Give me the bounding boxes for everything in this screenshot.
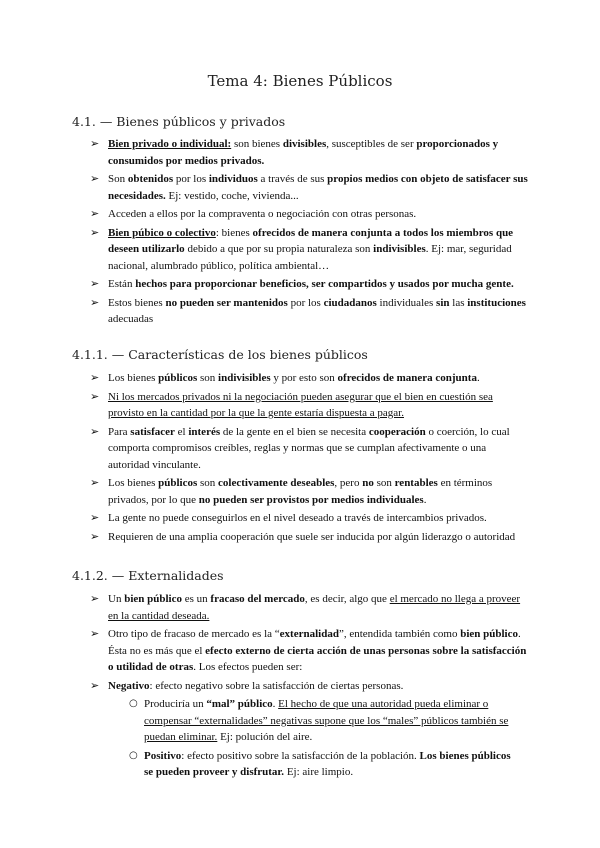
text-run: , es decir, algo que [304,593,390,605]
text-run: son [373,477,395,489]
list-item [0,626,528,676]
arrow-bullet-icon: ➢ [90,295,100,309]
text-run: efecto externo de cierta acción de unas personas sobre la satisfacción o utilidad de otras [108,644,527,673]
text-run: por los [287,296,324,309]
list-item [0,295,528,328]
arrow-bullet-icon: ➢ [90,529,100,543]
text-run: Otro tipo de fracaso de mercado es la “ [108,628,280,640]
text-run: Acceden a ellos por la compraventa o negociación con otras personas. [108,208,417,220]
arrow-bullet-icon: ➢ [90,592,100,605]
text-run: Ej: aire limpio. [284,766,354,778]
text-run: colectivamente deseables [218,477,335,489]
text-run: a través de sus [257,173,328,185]
sub-list-item-text [144,696,512,746]
list-item [0,678,528,695]
text-run: Bien púbico o colectivo [108,226,216,239]
list-item [0,529,528,546]
text-run: Están [108,278,136,290]
arrow-bullet-icon: ➢ [90,424,100,438]
text-run: Positivo [144,749,182,762]
list-item-text [108,475,528,508]
bullet-list-4-1-2 [0,591,528,781]
text-run: Negativo [108,679,150,692]
text-run: no pueden ser mantenidos [165,296,288,309]
list-item-text [108,591,528,624]
text-run: . [476,372,480,384]
list-item-text [108,295,528,328]
text-run: el [174,425,189,438]
text-run: proporcionados y consumidos por medios privados. [108,138,499,167]
arrow-bullet-icon: ➢ [90,277,100,290]
text-run: . [423,493,427,506]
text-run: Ej: vestido, coche, vivienda... [165,189,299,202]
list-item-text [108,225,528,275]
text-run: bien público [460,628,518,640]
list-item [0,171,528,204]
arrow-bullet-icon: ➢ [90,476,100,489]
text-run: y por esto son [270,372,338,384]
list-item [0,389,528,422]
text-run: . [272,698,279,710]
text-run: ciudadanos [323,296,377,309]
text-run: Requieren de una amplia cooperación que suele ser inducida por algún liderazgo o autoridad [108,530,516,543]
text-run: no pueden ser provistos por medios individuales [198,493,424,506]
text-run: . Ej: mar, seguridad nacional, alumbrado público, política ambiental… [108,243,512,272]
text-run: el mercado no llega a proveer en la cantidad deseada. [108,593,521,622]
circle-bullet-icon: ○ [129,749,138,761]
list-item-text [108,171,528,204]
text-run: . Ésta no es más que el [108,628,521,657]
text-run: , pero [334,477,363,489]
text-run: debido a que por su propia naturaleza son [184,243,374,255]
list-item [0,510,528,527]
text-run: : bienes [215,226,253,239]
text-run: Para [108,425,131,438]
arrow-bullet-icon: ➢ [90,678,100,692]
text-run: por los [173,173,209,185]
list-item-text [108,626,528,676]
text-run: hechos para proporcionar beneficios, ser compartidos y usados por mucha gente. [135,278,514,290]
text-run: Los bienes [108,477,159,489]
list-item [0,225,528,275]
sub-list-item [0,748,528,781]
text-run: indivisibles [373,243,426,255]
text-run: son [197,477,219,489]
text-run: obtenidos [127,173,174,185]
text-run: : efecto negativo sobre la satisfacción de ciertas personas. [149,679,404,692]
text-run: públicos [158,477,198,489]
text-run: individuales [376,296,437,309]
arrow-bullet-icon: ➢ [90,511,100,524]
text-run: ”, entendida también como [338,628,461,640]
list-item-text [108,370,528,387]
list-item [0,136,528,169]
list-item-text [108,206,528,223]
text-run: Bien privado o individual: [108,138,232,150]
text-run: ofrecidos de manera conjunta a todos los miembros que deseen utilizarlo [108,226,514,255]
text-run: Ej: polución del aire. [217,731,313,743]
list-item-text [108,276,528,293]
text-run: en términos privados, por lo que [108,477,493,506]
text-run: instituciones [467,296,526,309]
text-run: , susceptibles de ser [326,138,417,150]
arrow-bullet-icon: ➢ [90,137,100,150]
text-run: propios medios con objeto de satisfacer sus necesidades. [108,173,528,202]
text-run: : efecto positivo sobre la satisfacción de la población. [181,749,420,762]
text-run: individuos [208,173,258,185]
text-run: adecuadas [108,313,154,325]
list-item-text [108,510,528,527]
text-run: Son [108,173,128,185]
text-run: Ni los mercados privados ni la negociación pueden asegurar que el bien en cuestión sea provisto en la cantidad por la que la gente estaría dispuesta a pagar. [108,390,493,419]
sub-list-item-text [144,748,512,781]
section-heading-4-1-1: 4.1.1. — Características de los bienes públicos [72,347,368,362]
text-run: fracaso del mercado [210,593,305,605]
text-run: Estos bienes [108,296,166,309]
text-run: bien público [124,593,182,605]
text-run: externalidad [279,628,339,640]
bullet-list-4-1 [0,136,528,328]
text-run: son bienes [231,138,283,150]
arrow-bullet-icon: ➢ [90,389,100,403]
text-run: son [197,372,219,384]
section-heading-4-1-2: 4.1.2. — Externalidades [72,568,224,583]
list-item-text [108,678,528,695]
text-run: rentables [394,477,438,489]
text-run: Produciría un [144,698,207,710]
text-run: de la gente en el bien se necesita [220,425,369,438]
arrow-bullet-icon: ➢ [90,207,100,220]
text-run: “mal” público [206,698,273,710]
list-item [0,206,528,223]
list-item-text [108,424,528,474]
text-run: o coerción, lo cual comporta compromisos creíbles, reglas y normas que se cumplan afectivamente o una autoridad vinculante. [108,425,510,471]
text-run: El hecho de que una autoridad pueda eliminar o compensar “externalidades” negativas supone que los “males” públicos también se puedan eliminar. [144,698,509,743]
text-run: Los bienes [108,372,159,384]
text-run: sin [436,296,450,309]
text-run: ofrecidos de manera conjunta [337,372,477,384]
sub-list-item [0,696,528,746]
section-heading-4-1: 4.1. — Bienes públicos y privados [72,114,286,129]
list-item [0,276,528,293]
list-item [0,424,528,474]
text-run: La gente no puede conseguirlos en el nivel deseado a través de intercambios privados. [108,512,487,524]
text-run: interés [188,425,221,438]
text-run: es un [181,593,211,605]
text-run: las [449,296,468,309]
text-run: satisfacer [130,425,175,438]
text-run: . Los efectos pueden ser: [193,661,303,673]
list-item [0,370,528,387]
text-run: no [362,477,374,489]
arrow-bullet-icon: ➢ [90,371,100,384]
text-run: indivisibles [218,372,271,384]
list-item-text [108,529,528,546]
list-item [0,475,528,508]
arrow-bullet-icon: ➢ [90,172,100,185]
text-run: divisibles [282,138,327,150]
list-item-text [108,136,528,169]
bullet-list-4-1-1 [0,370,528,545]
page-title: Tema 4: Bienes Públicos [207,72,393,90]
list-item [0,591,528,624]
text-run: Un [108,593,125,605]
list-item-text [108,389,528,422]
arrow-bullet-icon: ➢ [90,225,100,239]
text-run: Los bienes públicos se pueden proveer y disfrutar. [144,749,511,778]
circle-bullet-icon: ○ [129,698,138,709]
text-run: públicos [158,372,198,384]
text-run: cooperación [368,425,426,438]
arrow-bullet-icon: ➢ [90,627,100,640]
